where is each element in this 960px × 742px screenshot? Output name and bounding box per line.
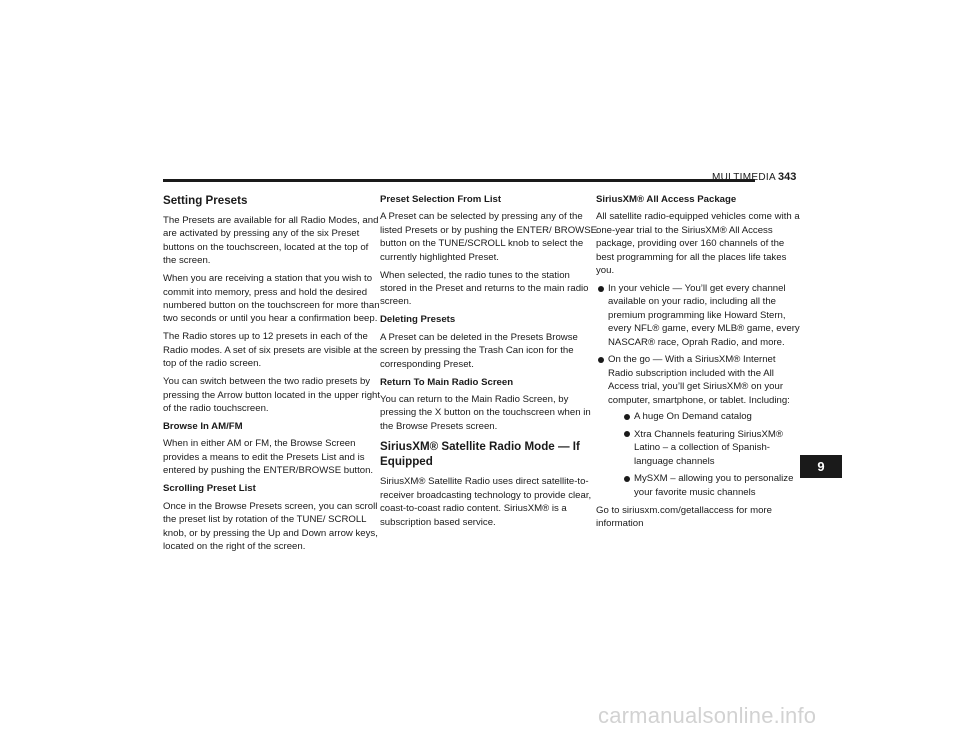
nested-bullet-list — [622, 410, 800, 499]
heading-siriusxm-mode: SiriusXM® Satellite Radio Mode — If Equipped — [380, 440, 580, 469]
chapter-tab: 9 — [800, 455, 842, 478]
list-item: MySXM – allowing you to personalize your favorite music channels — [622, 472, 800, 499]
page-number: 343 — [778, 171, 797, 183]
paragraph: When you are receiving a station that you wish to commit into memory, press and hold the desired numbered button on the touchscreen for more than two seconds or until you hear a confirmation beep. — [163, 273, 380, 325]
header-rule — [163, 179, 755, 182]
subheading-browse-am-fm: Browse In AM/FM — [163, 421, 243, 433]
bullet-list — [596, 282, 800, 499]
paragraph: Once in the Browse Presets screen, you can scroll the preset list by rotation of the TUNE/ SCROLL knob, or by pressing the Up and Down arrow keys, located on the right of the screen. — [163, 500, 378, 552]
list-item-text: On the go — With a SiriusXM® Internet Radio subscription included with the All Access trial, you’ll get SiriusXM® on your computer, smartphone, or tablet. Including: — [608, 354, 790, 406]
subheading-return-main-screen: Return To Main Radio Screen — [380, 376, 514, 388]
subheading-preset-selection: Preset Selection From List — [380, 194, 502, 205]
paragraph: The Radio stores up to 12 presets in each of the Radio modes. A set of six presets are visible at the top of the radio screen. — [163, 331, 378, 370]
subheading-all-access-package: SiriusXM® All Access Package — [596, 194, 737, 205]
paragraph: When selected, the radio tunes to the station stored in the Preset and returns to the main radio screen. — [380, 269, 589, 308]
paragraph: The Presets are available for all Radio Modes, and are activated by pressing any of the six Preset buttons on the touchscreen, located at the top of the screen. — [163, 215, 379, 267]
paragraph: Go to siriusxm.com/getallaccess for more information — [596, 504, 772, 530]
column-3 — [596, 193, 800, 535]
paragraph: You can switch between the two radio presets by pressing the Arrow button located in the upper right of the radio touchscreen. — [163, 376, 381, 415]
paragraph: When in either AM or FM, the Browse Screen provides a means to edit the Presets List and is entered by pushing the ENTER/BROWSE button. — [163, 438, 374, 477]
list-item: A huge On Demand catalog — [622, 410, 800, 423]
paragraph: A Preset can be selected by pressing any of the listed Presets or by pushing the ENTER/ BROWSE button on the TUNE/SCROLL knob to select the currently highlighted Preset. — [380, 211, 598, 263]
subheading-deleting-presets: Deleting Presets — [380, 314, 456, 326]
list-item — [596, 353, 800, 499]
section-title: MULTIMEDIA — [712, 172, 776, 183]
paragraph: You can return to the Main Radio Screen, by pressing the X button on the touchscreen when in the Browse Presets screen. — [380, 394, 591, 432]
list-item: Xtra Channels featuring SiriusXM® Latino – a collection of Spanish-language channels — [622, 428, 800, 468]
list-item: In your vehicle — You’ll get every channel available on your radio, including all the premium programming like Howard Stern, every NFL® game, every MLB® game, every NASCAR® race, Oprah Radio, and more. — [596, 282, 800, 349]
column-1 — [163, 193, 381, 558]
paragraph: SiriusXM® Satellite Radio uses direct satellite-to-receiver broadcasting technology to provide clear, coast-to-coast radio content. SiriusXM® is a subscription based service. — [380, 476, 592, 528]
subheading-scrolling-preset-list: Scrolling Preset List — [163, 483, 256, 495]
paragraph: All satellite radio-equipped vehicles come with a one-year trial to the SiriusXM® All Access package, providing over 160 channels of the best programming for all the places life takes you. — [596, 211, 800, 277]
column-2 — [380, 193, 598, 534]
paragraph: A Preset can be deleted in the Presets Browse screen by pressing the Trash Can icon for the corresponding Preset. — [380, 331, 578, 370]
heading-setting-presets: Setting Presets — [163, 194, 248, 207]
watermark: carmanualsonline.info — [598, 703, 817, 728]
